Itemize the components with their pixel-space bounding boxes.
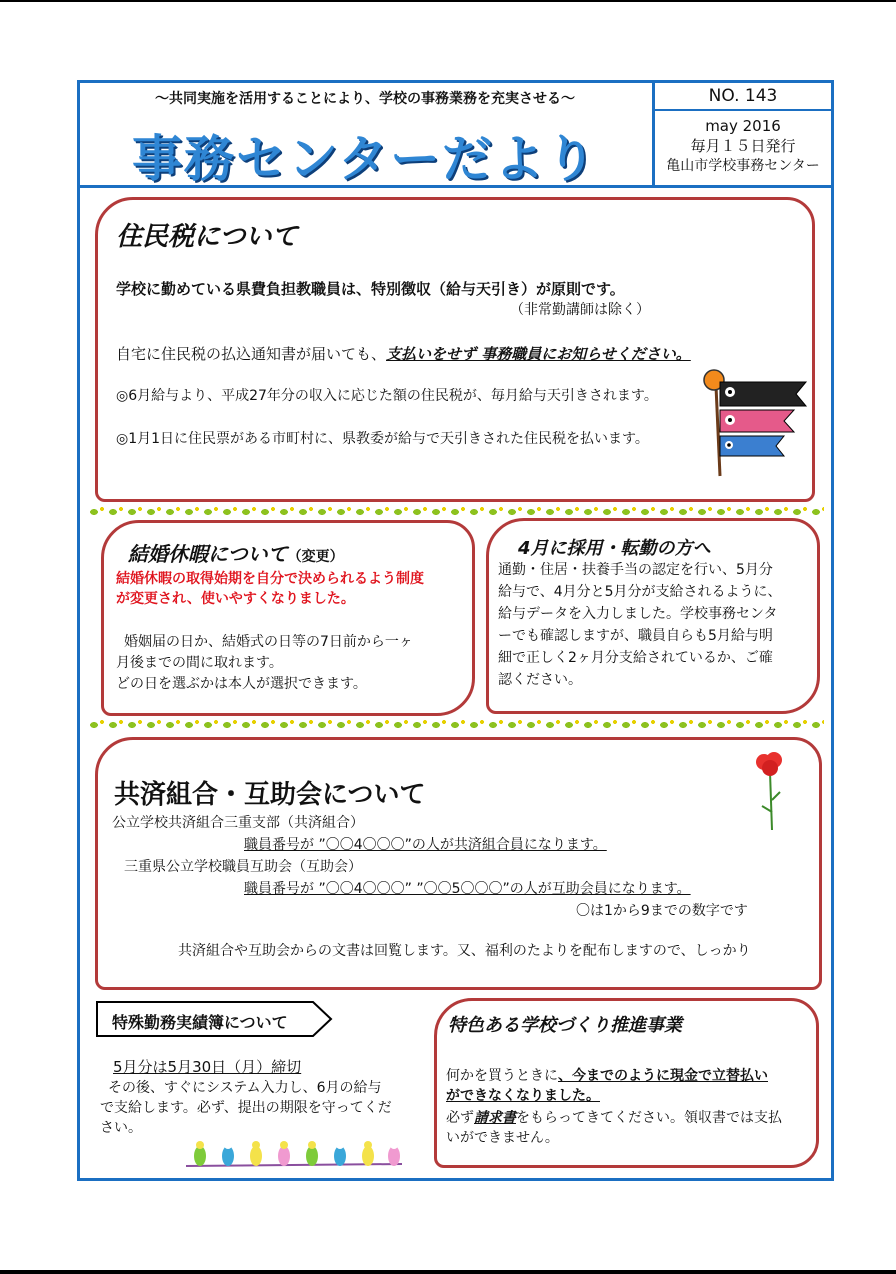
- leaf-border-bottom: [88, 718, 824, 732]
- school-project-l4: いができません。: [446, 1130, 559, 1146]
- marriage-leave-change-note: （変更）: [287, 549, 344, 565]
- marriage-leave-l3: どの日を選ぶかは本人が選択できます。: [116, 676, 367, 692]
- page-bottom-rule: [0, 1270, 896, 1274]
- koinobori-illustration: [698, 366, 818, 478]
- carnation-illustration: [750, 750, 790, 832]
- resident-tax-emphasis: 支払いをせず 事務職員にお知らせください。: [386, 345, 691, 363]
- special-duty-deadline: 5月分は5月30日（月）締切: [113, 1058, 302, 1076]
- new-hire-l4: ーでも確認しますが、職員自らも5月給与明: [498, 628, 773, 644]
- special-duty-l2: その後、すぐにシステム入力し、6月の給与: [108, 1080, 382, 1096]
- new-hire-l6: 認ください。: [498, 672, 582, 688]
- marriage-leave-heading: 結婚休暇について（変更）: [128, 542, 344, 566]
- new-hire-l2: 給与で、4月分と5月分が支給されるように、: [498, 584, 782, 600]
- mutual-aid-l4: 職員番号が ”〇〇4〇〇〇” ”〇〇5〇〇〇”の人が互助会員になります。: [244, 881, 691, 897]
- new-hire-l5: 細で正しく2ヶ月分支給されているか、ご確: [498, 650, 773, 666]
- new-hire-l1: 通勤・住居・扶養手当の認定を行い、5月分: [498, 562, 773, 578]
- special-duty-heading: 特殊勤務実績簿について: [112, 1013, 288, 1032]
- school-project-heading: 特色ある学校づくり推進事業: [448, 1015, 682, 1036]
- special-duty-l3: で支給します。必ず、提出の期限を守ってくだ: [100, 1100, 392, 1116]
- marriage-leave-red1: 結婚休暇の取得始期を自分で決められるよう制度: [116, 571, 424, 587]
- birds-illustration: [186, 1136, 404, 1182]
- issue-date: may 2016: [705, 117, 781, 135]
- school-project-l2: ができなくなりました。: [446, 1088, 600, 1104]
- new-hire-l3: 給与データを入力しました。学校事務センタ: [498, 606, 778, 622]
- slogan: ～共同実施を活用することにより、学校の事務業務を充実させる～: [155, 91, 575, 107]
- mutual-aid-l6: 共済組合や互助会からの文書は回覧します。又、福利のたよりを配布しますので、しっかり: [178, 943, 751, 959]
- publisher-org: 亀山市学校事務センター: [666, 158, 820, 174]
- school-project-l3: 必ず請求書をもらってきてください。領収書では支払: [446, 1110, 782, 1126]
- leaf-border-top: [88, 505, 824, 519]
- mutual-aid-l5: 〇は1から9までの数字です: [576, 903, 748, 919]
- mutual-aid-l2: 職員番号が ”〇〇4〇〇〇”の人が共済組合員になります。: [244, 837, 607, 853]
- new-hire-heading: 4月に採用・転勤の方へ: [518, 538, 711, 559]
- masthead: [80, 83, 831, 188]
- marriage-leave-l2: 月後までの間に取れます。: [116, 655, 283, 671]
- newsletter-title: 事務センターだより: [132, 130, 598, 188]
- resident-tax-line3: 自宅に住民税の払込通知書が届いても、支払いをせず 事務職員にお知らせください。: [116, 345, 691, 363]
- marriage-leave-l1: 婚姻届の日か、結婚式の日等の7日前から一ヶ: [124, 634, 413, 650]
- page-top-rule: [0, 0, 896, 2]
- school-project-l1: 何かを買うときに、今までのように現金で立替払い: [446, 1068, 768, 1084]
- resident-tax-line4: ◎6月給与より、平成27年分の収入に応じた額の住民税が、毎月給与天引きされます。: [116, 388, 658, 404]
- mutual-aid-l3: 三重県公立学校職員互助会（互助会）: [124, 859, 362, 875]
- resident-tax-line2: （非常勤講師は除く）: [510, 302, 650, 318]
- resident-tax-line5: ◎1月1日に住民票がある市町村に、県教委が給与で天引きされた住民税を払います。: [116, 431, 649, 447]
- issue-number: NO. 143: [655, 83, 831, 111]
- resident-tax-heading: 住民税について: [116, 222, 298, 252]
- special-duty-l4: さい。: [100, 1120, 142, 1136]
- publication-frequency: 毎月１５日発行: [690, 137, 796, 155]
- mutual-aid-l1: 公立学校共済組合三重支部（共済組合）: [112, 815, 364, 831]
- marriage-leave-red2: が変更され、使いやすくなりました。: [116, 591, 355, 607]
- mutual-aid-heading: 共済組合・互助会について: [114, 780, 426, 810]
- resident-tax-line1: 学校に勤めている県費負担教職員は、特別徴収（給与天引き）が原則です。: [116, 280, 625, 298]
